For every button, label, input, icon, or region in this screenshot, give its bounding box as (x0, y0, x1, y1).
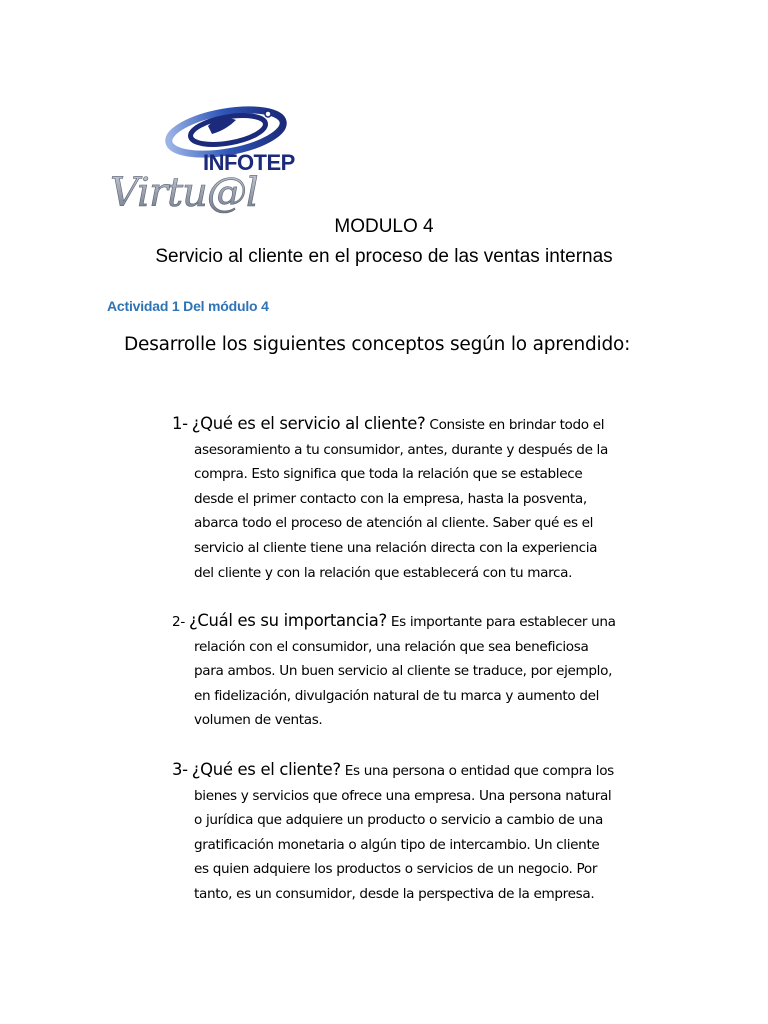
answer-first-line: Es una persona o entidad que compra los (344, 763, 614, 779)
question-number: 1- (172, 414, 188, 433)
answer-line: abarca todo el proceso de atención al cliente. Saber qué es el (194, 515, 594, 532)
module-title: MODULO 4 (334, 216, 434, 237)
answer-line: relación con el consumidor, una relación que sea beneficiosa (194, 638, 589, 655)
answer-line: volumen de ventas. (194, 712, 323, 729)
logo-graphic (108, 100, 308, 218)
question-block-1 (172, 412, 692, 585)
answer-line: servicio al cliente tiene una relación directa con la experiencia (194, 539, 598, 556)
answer-line: bienes y servicios que ofrece una empresa. Una persona natural (194, 787, 612, 804)
answer-line: gratificación monetaria o algún tipo de intercambio. Un cliente (194, 836, 600, 853)
answer-line: es quien adquiere los productos o servicios de un negocio. Por (194, 861, 598, 878)
answer-line: compra. Esto significa que toda la relación que se establece (194, 466, 583, 483)
answer-first-line: Consiste en brindar todo el (429, 417, 605, 433)
answer-line: para ambos. Un buen servicio al cliente se traduce, por ejemplo, (194, 663, 613, 680)
activity-heading: Actividad 1 Del módulo 4 (107, 298, 269, 314)
question-number: 2- (172, 614, 185, 630)
answer-first-line: Es importante para establecer una (390, 614, 616, 630)
answer-line: tanto, es un consumidor, desde la perspectiva de la empresa. (194, 885, 595, 902)
question-block-3 (172, 758, 692, 907)
module-subtitle: Servicio al cliente en el proceso de las ventas internas (155, 246, 613, 267)
logo-infotep-text: INFOTEP (203, 150, 295, 175)
answer-line: o jurídica que adquiere un producto o servicio a cambio de una (194, 812, 603, 829)
logo-virtual-text: Virtu@l (110, 170, 258, 216)
question-number: 3- (172, 760, 188, 779)
answer-line: del cliente y con la relación que establecerá con tu marca. (194, 564, 573, 581)
answer-line: desde el primer contacto con la empresa, hasta la posventa, (194, 490, 587, 507)
answer-line: asesoramiento a tu consumidor, antes, durante y después de la (194, 441, 608, 458)
question-text: ¿Qué es el servicio al cliente? (191, 414, 426, 433)
instruction-heading: Desarrolle los siguientes conceptos según lo aprendido: (124, 334, 631, 355)
answer-line: en fidelización, divulgación natural de tu marca y aumento del (194, 687, 600, 704)
question-text: ¿Qué es el cliente? (191, 760, 341, 779)
question-block-2 (172, 609, 692, 733)
infotep-virtual-logo (108, 100, 308, 218)
question-text: ¿Cuál es su importancia? (188, 611, 387, 630)
